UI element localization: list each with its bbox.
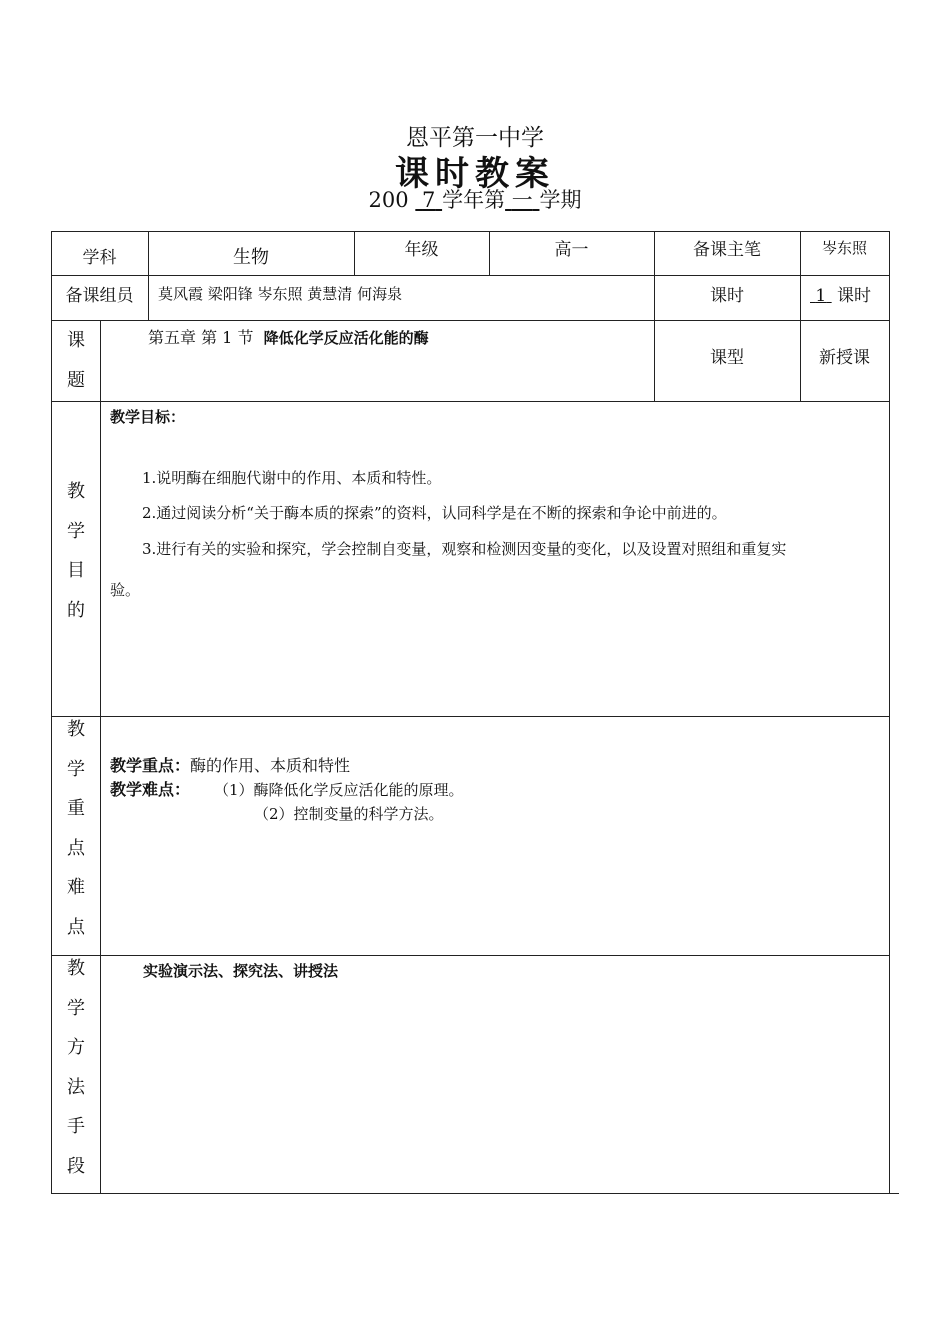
lead-author-value: 岑东照 xyxy=(821,239,867,257)
objectives-heading: 教学目标： xyxy=(110,408,186,426)
table-border-top xyxy=(51,231,890,232)
topic-title: 降低化学反应活化能的酶 xyxy=(263,329,429,347)
objective-item: 验。 xyxy=(110,581,141,599)
members-value: 莫风霞 梁阳锋 岑东照 黄慧清 何海泉 xyxy=(158,285,403,303)
objective-item: 3.进行有关的实验和探究，学会控制自变量，观察和检测因变量的变化，以及设置对照组和重复实 xyxy=(142,540,787,558)
key-point-heading: 教学重点： xyxy=(110,756,191,775)
key-point-line xyxy=(110,753,350,776)
table-divider xyxy=(51,320,890,321)
subject-label: 学科 xyxy=(82,248,117,268)
table-divider xyxy=(100,320,101,1194)
methods-text: 实验演示法、探究法、讲授法 xyxy=(143,962,339,980)
table-divider xyxy=(51,716,890,717)
school-name: 恩平第一中学 xyxy=(406,125,544,151)
lesson-type-label: 课型 xyxy=(710,348,744,368)
members-label: 备课组员 xyxy=(65,286,134,306)
grade-label: 年级 xyxy=(404,240,439,260)
hours-value xyxy=(810,281,871,306)
topic-content xyxy=(148,325,429,348)
grade-value: 高一 xyxy=(554,240,589,260)
keypoints-label: 教 学 重 点 难 点 xyxy=(67,719,85,938)
difficult-point-1: （1）酶降低化学反应活化能的原理。 xyxy=(214,781,464,799)
hours-number: 1 xyxy=(815,286,827,306)
table-divider xyxy=(51,275,890,276)
difficult-point-line xyxy=(110,777,190,800)
methods-label: 教 学 方 法 手 段 xyxy=(67,958,85,1177)
term-semester: 一 xyxy=(511,188,533,212)
lead-author-label: 备课主笔 xyxy=(693,240,761,260)
term-suffix: 学期 xyxy=(539,188,582,212)
table-border-right xyxy=(889,231,890,1194)
difficult-point-heading: 教学难点： xyxy=(110,780,191,799)
term-line xyxy=(0,184,950,214)
subject-value: 生物 xyxy=(233,247,269,268)
hours-unit: 课时 xyxy=(837,286,872,306)
table-border-bottom xyxy=(51,1193,899,1194)
term-prefix: 200 xyxy=(368,188,409,212)
term-year: 7 xyxy=(422,188,436,212)
topic-chapter: 第五章 第 1 节 xyxy=(148,328,254,347)
table-divider xyxy=(51,955,890,956)
objective-item: 2.通过阅读分析“关于酶本质的探索”的资料，认同科学是在不断的探索和争论中前进的。 xyxy=(142,504,727,522)
table-divider xyxy=(51,401,890,402)
hours-label: 课时 xyxy=(710,286,744,306)
term-mid: 学年第 xyxy=(442,188,506,212)
objective-item: 1.说明酶在细胞代谢中的作用、本质和特性。 xyxy=(142,469,442,487)
key-point-text: 酶的作用、本质和特性 xyxy=(190,756,351,775)
topic-label: 课 题 xyxy=(67,330,85,391)
page-title: 课时教案 xyxy=(395,154,555,194)
lesson-type-value: 新授课 xyxy=(819,348,870,368)
difficult-point-2: （2）控制变量的科学方法。 xyxy=(254,805,444,823)
objectives-label: 教 学 目 的 xyxy=(67,481,85,621)
